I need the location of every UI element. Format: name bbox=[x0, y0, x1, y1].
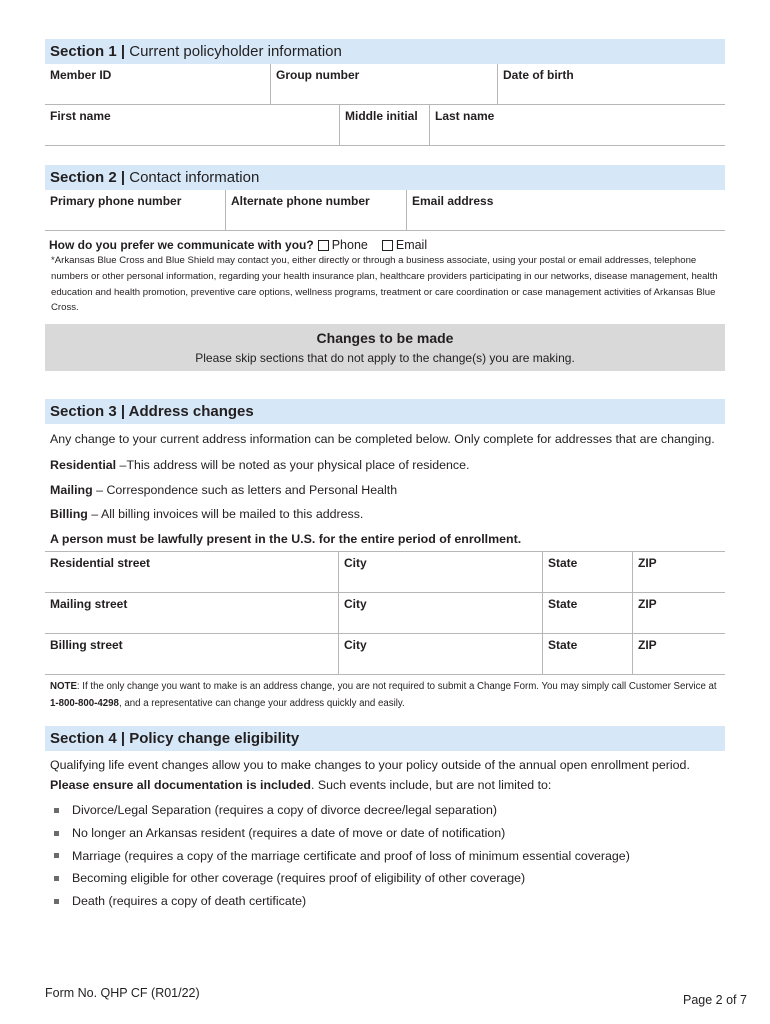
eligibility-intro-text-2: . Such events include, but are not limited to: bbox=[310, 778, 552, 793]
life-event-text: Death (requires a copy of death certificate) bbox=[72, 894, 307, 908]
residential-street-label: Residential street bbox=[50, 556, 151, 571]
address-row-residential bbox=[45, 552, 725, 593]
note-text-1: : If the only change you want to make is an address change, you are not required to submit a Change Form. You may simply call Customer Service at bbox=[76, 681, 717, 693]
customer-service-phone: 1-800-800-4298 bbox=[50, 698, 119, 710]
changes-title: Changes to be made bbox=[316, 330, 454, 347]
date-of-birth-field[interactable] bbox=[498, 64, 725, 104]
billing-text: – All billing invoices will be mailed to this address. bbox=[87, 507, 364, 522]
email-option-label: Email bbox=[395, 238, 428, 252]
eligibility-intro bbox=[45, 755, 725, 795]
email-address-field[interactable] bbox=[407, 190, 725, 230]
address-table bbox=[45, 551, 725, 675]
form-page bbox=[45, 39, 725, 913]
mailing-zip-field[interactable] bbox=[633, 593, 725, 633]
residential-city-field[interactable] bbox=[339, 552, 543, 592]
member-id-label: Member ID bbox=[50, 68, 112, 82]
mailing-term: Mailing bbox=[50, 482, 93, 497]
eligibility-intro-text-1: Qualifying life event changes allow you to make changes to your policy outside of the annual open enrollment period. bbox=[50, 758, 690, 773]
address-intro: Any change to your current address information can be completed below. Only complete for addresses that are changing. bbox=[50, 432, 715, 447]
section-2-title: Contact information bbox=[129, 169, 260, 186]
contact-disclaimer: *Arkansas Blue Cross and Blue Shield may contact you, either directly or through a business associate, using your postal or email addresses, telephone numbers or other personal information, regarding your health insurance plan, healthcare providers participating in our networks, disease management, health education and health promotion, preventive care options, wellness programs, treatment or care coordination or case management activities of Arkansas Blue Cross. bbox=[51, 255, 718, 314]
section-3-header bbox=[45, 399, 725, 424]
mailing-zip-label: ZIP bbox=[638, 597, 657, 612]
last-name-label: Last name bbox=[435, 109, 495, 123]
bullet-icon bbox=[54, 808, 59, 813]
section-4-header bbox=[45, 726, 725, 751]
date-of-birth-label: Date of birth bbox=[503, 68, 574, 82]
list-item bbox=[54, 890, 725, 913]
residential-street-field[interactable] bbox=[45, 552, 339, 592]
middle-initial-label: Middle initial bbox=[345, 109, 418, 123]
primary-phone-field[interactable] bbox=[45, 190, 226, 230]
life-event-text: Becoming eligible for other coverage (requires proof of eligibility of other coverage) bbox=[72, 871, 526, 886]
billing-street-label: Billing street bbox=[50, 638, 123, 653]
policyholder-row-2 bbox=[45, 105, 725, 146]
communication-preference bbox=[45, 238, 725, 252]
group-number-label: Group number bbox=[276, 68, 360, 82]
life-event-text: Marriage (requires a copy of the marriage certificate and proof of loss of minimum essential coverage) bbox=[72, 848, 630, 863]
billing-zip-field[interactable] bbox=[633, 634, 725, 674]
section-1-number: Section 1 | bbox=[50, 43, 126, 60]
phone-checkbox[interactable] bbox=[318, 240, 329, 251]
billing-term: Billing bbox=[50, 507, 88, 522]
group-number-field[interactable] bbox=[271, 64, 498, 104]
form-number: Form No. QHP CF (R01/22) bbox=[45, 986, 200, 1000]
mailing-state-field[interactable] bbox=[543, 593, 633, 633]
billing-state-label: State bbox=[548, 638, 578, 653]
bullet-icon bbox=[54, 899, 59, 904]
section-1-header bbox=[45, 39, 725, 64]
mailing-street-label: Mailing street bbox=[50, 597, 128, 612]
billing-definition bbox=[50, 502, 725, 527]
first-name-label: First name bbox=[50, 109, 111, 123]
billing-state-field[interactable] bbox=[543, 634, 633, 674]
life-event-text: No longer an Arkansas resident (requires a date of move or date of notification) bbox=[72, 825, 506, 840]
address-row-billing bbox=[45, 634, 725, 675]
email-address-label: Email address bbox=[412, 194, 494, 208]
contact-row bbox=[45, 190, 725, 231]
bullet-icon bbox=[54, 876, 59, 881]
list-item bbox=[54, 867, 725, 890]
phone-option-label: Phone bbox=[331, 238, 368, 252]
middle-initial-field[interactable] bbox=[340, 105, 430, 145]
mailing-definition bbox=[50, 478, 725, 503]
mailing-city-label: City bbox=[344, 597, 367, 612]
communication-question: How do you prefer we communicate with you? bbox=[49, 238, 314, 252]
documentation-notice: Please ensure all documentation is included bbox=[50, 778, 311, 793]
billing-street-field[interactable] bbox=[45, 634, 339, 674]
residential-definition bbox=[50, 453, 725, 478]
residential-term: Residential bbox=[50, 458, 117, 473]
section-1-title: Current policyholder information bbox=[129, 43, 342, 60]
section-2-number: Section 2 | bbox=[50, 169, 126, 186]
section-2-header bbox=[45, 165, 725, 190]
note-label: NOTE bbox=[50, 681, 77, 693]
address-note bbox=[45, 678, 725, 712]
primary-phone-label: Primary phone number bbox=[50, 194, 182, 208]
mailing-text: – Correspondence such as letters and Personal Health bbox=[92, 482, 398, 497]
residential-state-label: State bbox=[548, 556, 578, 571]
note-text-2: , and a representative can change your address quickly and easily. bbox=[118, 698, 405, 710]
life-events-list bbox=[45, 799, 725, 913]
changes-subtitle: Please skip sections that do not apply to the change(s) you are making. bbox=[195, 351, 575, 366]
billing-city-field[interactable] bbox=[339, 634, 543, 674]
section-4-heading: Section 4 | Policy change eligibility bbox=[50, 730, 300, 748]
billing-city-label: City bbox=[344, 638, 367, 653]
address-definitions bbox=[45, 453, 725, 551]
policyholder-row-1 bbox=[45, 64, 725, 105]
email-checkbox[interactable] bbox=[382, 240, 393, 251]
address-row-mailing bbox=[45, 593, 725, 634]
residential-city-label: City bbox=[344, 556, 367, 571]
list-item bbox=[54, 799, 725, 822]
first-name-field[interactable] bbox=[45, 105, 340, 145]
residential-zip-label: ZIP bbox=[638, 556, 657, 571]
section-3-heading: Section 3 | Address changes bbox=[50, 403, 254, 421]
bullet-icon bbox=[54, 853, 59, 858]
email-option[interactable] bbox=[382, 238, 427, 252]
changes-banner bbox=[45, 324, 725, 371]
mailing-state-label: State bbox=[548, 597, 578, 612]
last-name-field[interactable] bbox=[430, 105, 725, 145]
residential-zip-field[interactable] bbox=[633, 552, 725, 592]
list-item bbox=[54, 822, 725, 845]
mailing-city-field[interactable] bbox=[339, 593, 543, 633]
mailing-street-field[interactable] bbox=[45, 593, 339, 633]
phone-option[interactable] bbox=[318, 238, 368, 252]
residential-state-field[interactable] bbox=[543, 552, 633, 592]
residential-text: –This address will be noted as your physical place of residence. bbox=[116, 458, 470, 473]
bullet-icon bbox=[54, 831, 59, 836]
list-item bbox=[54, 845, 725, 868]
life-event-text: Divorce/Legal Separation (requires a copy of divorce decree/legal separation) bbox=[72, 803, 497, 818]
billing-zip-label: ZIP bbox=[638, 638, 657, 653]
page-number: Page 2 of 7 bbox=[683, 993, 747, 1007]
member-id-field[interactable] bbox=[45, 64, 271, 104]
lawful-presence-notice: A person must be lawfully present in the U.S. for the entire period of enrollment. bbox=[50, 531, 522, 546]
alternate-phone-field[interactable] bbox=[226, 190, 407, 230]
alternate-phone-label: Alternate phone number bbox=[231, 194, 370, 208]
